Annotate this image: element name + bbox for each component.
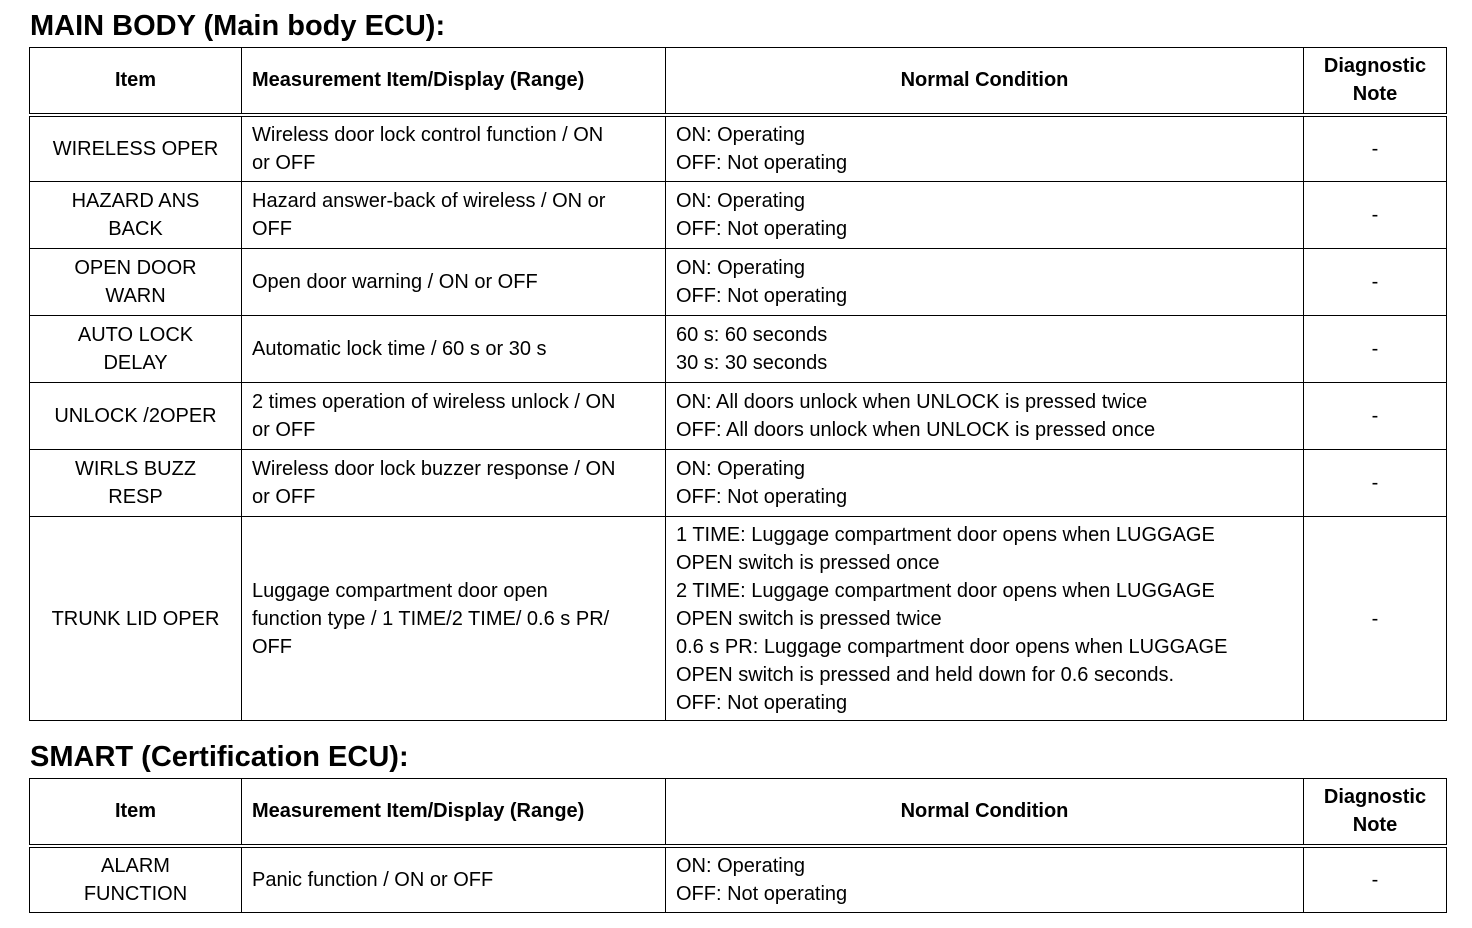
cell-text-line: or OFF (252, 419, 316, 441)
diagnostic-note-cell: - (1304, 846, 1447, 913)
item-cell (30, 450, 242, 517)
cell-text-line: 60 s: 60 seconds (676, 324, 828, 346)
cell-text-line: Wireless door lock control function / ON (252, 123, 604, 146)
item-cell (30, 182, 242, 249)
normal-condition-cell (666, 316, 1304, 383)
item-cell (30, 383, 242, 450)
main-body-section-title: MAIN BODY (Main body ECU): (30, 10, 446, 42)
normal-condition-cell (666, 517, 1304, 721)
cell-text-line: OPEN switch is pressed and held down for 0.6 seconds. (676, 663, 1175, 686)
diagnostic-note-cell: - (1304, 450, 1447, 517)
measurement-cell (242, 249, 666, 316)
table-row (30, 450, 1447, 517)
diagnostic-note-cell: - (1304, 115, 1447, 182)
measurement-cell (242, 517, 666, 721)
table-row (30, 316, 1447, 383)
cell-text-line: Automatic lock time / 60 s or 30 s (252, 338, 547, 360)
smart-data-table (29, 778, 1447, 913)
column-header-item: Item (30, 48, 242, 115)
cell-text-line: ON: Operating (676, 257, 805, 279)
cell-text-line: 2 TIME: Luggage compartment door opens when LUGGAGE (676, 579, 1215, 602)
column-header-normal-condition: Normal Condition (666, 779, 1304, 846)
cell-text-line: OFF: Not operating (676, 691, 848, 714)
cell-text-line: ON: All doors unlock when UNLOCK is pressed twice (676, 391, 1148, 413)
diagnostic-header-line: Note (1352, 814, 1398, 837)
item-cell (30, 249, 242, 316)
measurement-cell (242, 182, 666, 249)
cell-text-line: ON: Operating (676, 190, 805, 212)
normal-condition-cell (666, 383, 1304, 450)
cell-text-line: Hazard answer-back of wireless / ON or (252, 190, 606, 212)
cell-text-line: DELAY (103, 352, 168, 374)
cell-text-line: ON: Operating (676, 458, 805, 480)
table-row (30, 383, 1447, 450)
cell-text-line: function type / 1 TIME/2 TIME/ 0.6 s PR/ (252, 607, 610, 630)
normal-condition-cell (666, 182, 1304, 249)
smart-rows (30, 846, 1447, 913)
measurement-cell (242, 383, 666, 450)
item-cell (30, 316, 242, 383)
measurement-cell (242, 846, 666, 913)
cell-text-line: Panic function / ON or OFF (252, 868, 494, 891)
diagnostic-header-line: Diagnostic (1323, 55, 1427, 78)
smart-section-title: SMART (Certification ECU): (30, 741, 409, 773)
normal-condition-cell (666, 115, 1304, 182)
cell-text-line: OFF: Not operating (676, 218, 848, 240)
table-header-row (30, 48, 1447, 115)
cell-text-line: or OFF (252, 151, 316, 174)
cell-text-line: OPEN switch is pressed twice (676, 607, 942, 630)
cell-text-line: ON: Operating (676, 123, 805, 146)
column-header-item: Item (30, 779, 242, 846)
cell-text-line: OFF: Not operating (676, 882, 848, 905)
table-header-row (30, 779, 1447, 846)
cell-text-line: OFF: Not operating (676, 486, 848, 508)
cell-text-line: WIRLS BUZZ (74, 458, 197, 480)
table-row (30, 249, 1447, 316)
item-cell (30, 115, 242, 182)
table-row (30, 115, 1447, 182)
cell-text-line: OFF: Not operating (676, 151, 848, 174)
cell-text-line: OPEN switch is pressed once (676, 551, 940, 574)
table-row (30, 517, 1447, 721)
measurement-cell (242, 316, 666, 383)
diagnostic-note-cell: - (1304, 316, 1447, 383)
cell-text-line: UNLOCK /2OPER (54, 405, 217, 427)
normal-condition-cell (666, 846, 1304, 913)
column-header-measurement: Measurement Item/Display (Range) (242, 779, 666, 846)
cell-text-line: Wireless door lock buzzer response / ON (252, 458, 616, 480)
cell-text-line: BACK (108, 218, 163, 240)
cell-text-line: ON: Operating (676, 854, 805, 877)
diagnostic-note-cell: - (1304, 182, 1447, 249)
cell-text-line: WARN (105, 285, 166, 307)
cell-text-line: TRUNK LID OPER (51, 607, 220, 630)
diagnostic-header-line: Diagnostic (1323, 786, 1427, 809)
cell-text-line: OPEN DOOR (74, 257, 197, 279)
cell-text-line: OFF (252, 635, 292, 658)
cell-text-line: WIRELESS OPER (52, 137, 219, 160)
table-row (30, 846, 1447, 913)
normal-condition-cell (666, 450, 1304, 517)
cell-text-line: 0.6 s PR: Luggage compartment door opens when LUGGAGE (676, 635, 1228, 658)
measurement-cell (242, 115, 666, 182)
normal-condition-cell (666, 249, 1304, 316)
cell-text-line: RESP (108, 486, 163, 508)
diagnostic-header-line: Note (1352, 83, 1398, 106)
cell-text-line: 2 times operation of wireless unlock / ON (252, 391, 616, 413)
cell-text-line: OFF: Not operating (676, 285, 848, 307)
column-header-diagnostic-note (1304, 779, 1447, 846)
cell-text-line: OFF (252, 218, 292, 240)
column-header-measurement: Measurement Item/Display (Range) (242, 48, 666, 115)
cell-text-line: or OFF (252, 486, 316, 508)
cell-text-line: ALARM (101, 854, 170, 877)
main-body-data-table (29, 47, 1447, 721)
diagnostic-note-cell: - (1304, 383, 1447, 450)
diagnostic-note-cell: - (1304, 249, 1447, 316)
cell-text-line: 30 s: 30 seconds (676, 352, 828, 374)
cell-text-line: AUTO LOCK (77, 324, 194, 346)
main-body-rows (30, 115, 1447, 721)
cell-text-line: FUNCTION (83, 882, 188, 905)
diagnostic-note-cell: - (1304, 517, 1447, 721)
cell-text-line: HAZARD ANS (71, 190, 200, 212)
item-cell (30, 846, 242, 913)
measurement-cell (242, 450, 666, 517)
cell-text-line: 1 TIME: Luggage compartment door opens when LUGGAGE (676, 523, 1215, 546)
cell-text-line: Open door warning / ON or OFF (252, 271, 538, 293)
table-row (30, 182, 1447, 249)
column-header-normal-condition: Normal Condition (666, 48, 1304, 115)
cell-text-line: OFF: All doors unlock when UNLOCK is pressed once (676, 419, 1156, 441)
cell-text-line: Luggage compartment door open (252, 579, 548, 602)
item-cell (30, 517, 242, 721)
column-header-diagnostic-note (1304, 48, 1447, 115)
